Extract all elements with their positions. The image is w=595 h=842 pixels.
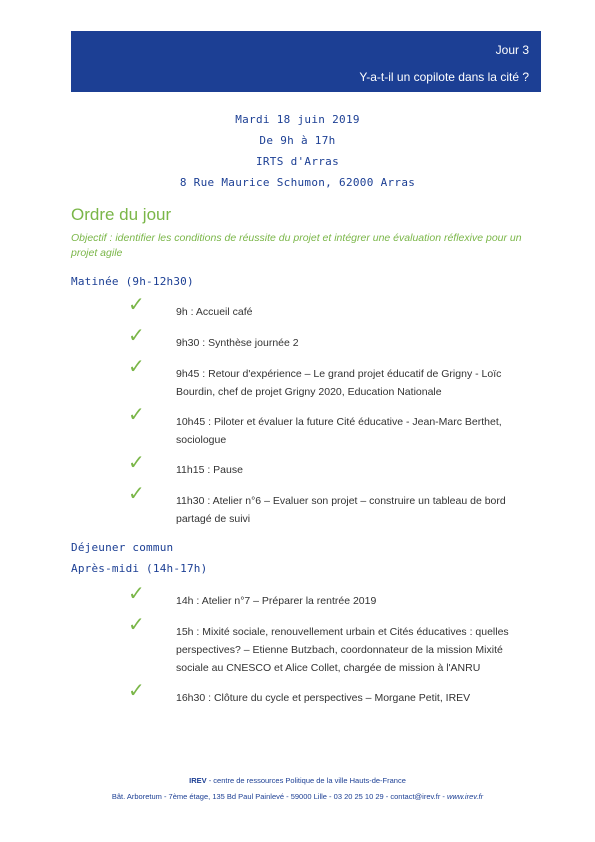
agenda-objective: Objectif : identifier les conditions de réussite du projet et intégrer une évaluation réflexive pour un projet agile bbox=[71, 232, 522, 259]
checkmark-icon: ✓ bbox=[128, 325, 145, 347]
afternoon-heading: Après-midi (14h-17h) bbox=[71, 562, 208, 575]
morning-heading: Matinée (9h-12h30) bbox=[71, 275, 194, 288]
checkmark-icon: ✓ bbox=[128, 452, 145, 474]
footer-org-desc: - centre de ressources Politique de la ville Hauts-de-France bbox=[206, 776, 406, 785]
agenda-item-text: 10h45 : Piloter et évaluer la future Cité éducative - Jean-Marc Berthet, sociologue bbox=[176, 416, 502, 446]
header-banner bbox=[71, 31, 541, 92]
agenda-item-text: 16h30 : Clôture du cycle et perspectives – Morgane Petit, IREV bbox=[176, 692, 471, 704]
lunch-heading: Déjeuner commun bbox=[71, 541, 174, 554]
checkmark-icon: ✓ bbox=[128, 583, 145, 605]
event-hours: De 9h à 17h bbox=[259, 134, 336, 147]
footer-org-line bbox=[0, 776, 595, 785]
agenda-item-text: 9h30 : Synthèse journée 2 bbox=[176, 337, 299, 349]
event-address: 8 Rue Maurice Schumon, 62000 Arras bbox=[179, 176, 416, 189]
checkmark-icon: ✓ bbox=[128, 294, 145, 316]
checkmark-icon: ✓ bbox=[128, 356, 145, 378]
agenda-item-text: 14h : Atelier n°7 – Préparer la rentrée 2019 bbox=[176, 595, 377, 607]
checkmark-icon: ✓ bbox=[128, 483, 145, 505]
footer-org: IREV bbox=[189, 776, 207, 785]
day-label: Jour 3 bbox=[495, 43, 529, 57]
agenda-item-text: 9h45 : Retour d'expérience – Le grand projet éducatif de Grigny - Loïc Bourdin, chef de projet Grigny 2020, Education Nationale bbox=[176, 368, 502, 398]
checkmark-icon: ✓ bbox=[128, 614, 145, 636]
checkmark-icon: ✓ bbox=[128, 404, 145, 426]
event-title: Y-a-t-il un copilote dans la cité ? bbox=[359, 70, 529, 84]
footer-address-line bbox=[0, 792, 595, 801]
agenda-title: Ordre du jour bbox=[71, 205, 172, 224]
checkmark-icon: ✓ bbox=[128, 680, 145, 702]
footer-website-link[interactable]: www.irev.fr bbox=[447, 792, 484, 801]
agenda-item-text: 9h : Accueil café bbox=[176, 306, 253, 318]
event-venue: IRTS d'Arras bbox=[255, 155, 340, 168]
agenda-item-text: 11h15 : Pause bbox=[176, 464, 243, 476]
agenda-item-text: 11h30 : Atelier n°6 – Evaluer son projet – construire un tableau de bord partagé de suivi bbox=[176, 495, 506, 525]
footer-address: Bât. Arboretum - 7ème étage, 135 Bd Paul Painlevé - 59000 Lille - 03 20 25 10 29 - contact@irev.fr - bbox=[111, 792, 448, 801]
agenda-item-text: 15h : Mixité sociale, renouvellement urbain et Cités éducatives : quelles perspectives? – Etienne Butzbach, coordonnateur de la mission Mixité sociale au CNESCO et Alice Collet, chargée de mission à l'ANRU bbox=[176, 626, 509, 674]
event-date: Mardi 18 juin 2019 bbox=[235, 113, 360, 126]
